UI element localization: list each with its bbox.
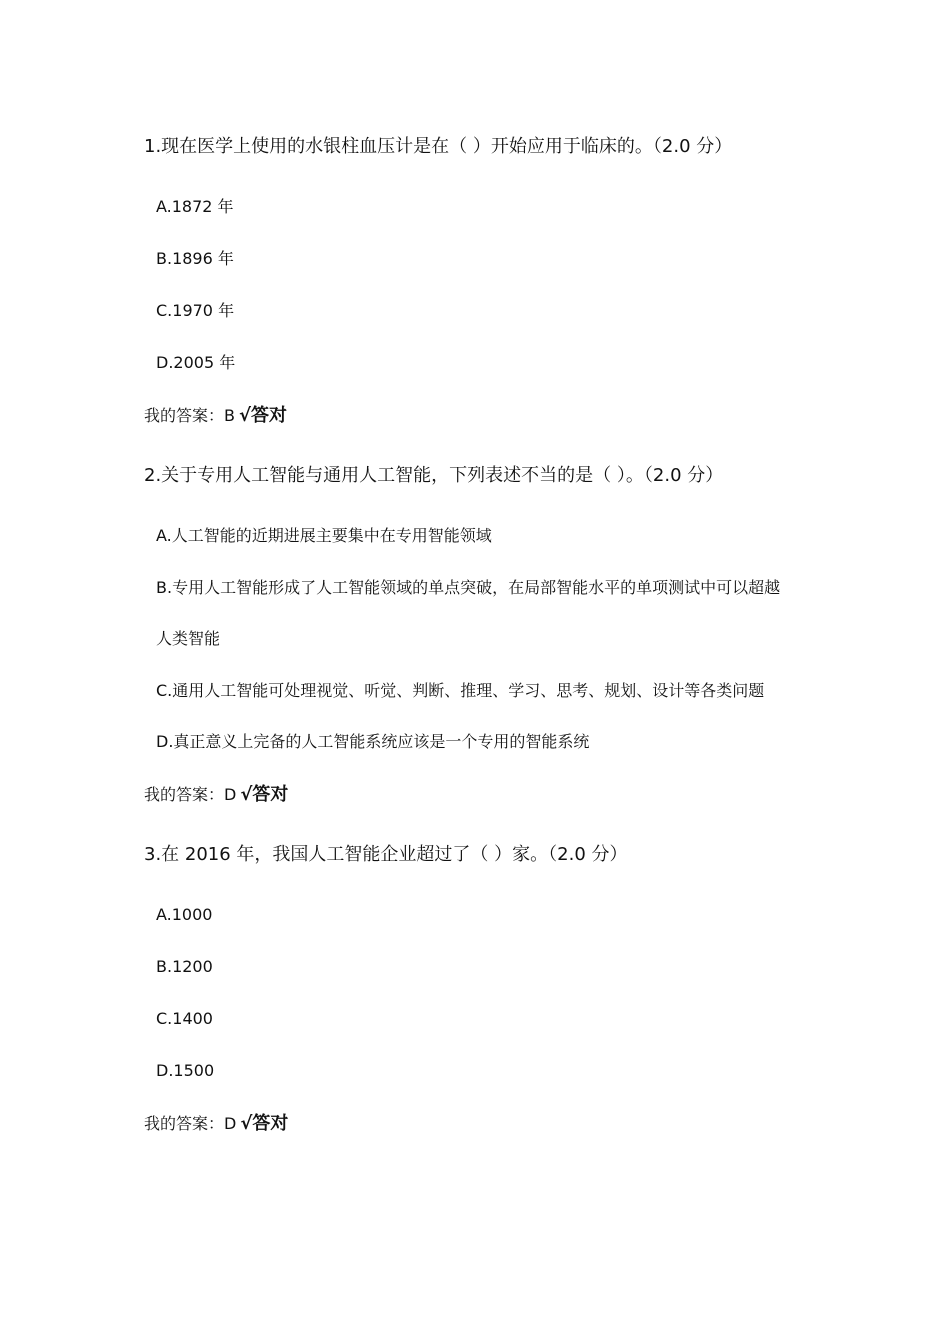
correct-mark: √答对 — [238, 405, 287, 426]
correct-mark: √答对 — [240, 784, 289, 805]
answer-label: 我的答案：D — [144, 785, 237, 804]
question-3-answer — [144, 1115, 288, 1133]
question-3-option-d: D.1500 — [156, 1061, 215, 1080]
question-2-answer — [144, 786, 288, 804]
question-1-answer — [144, 407, 287, 425]
correct-mark: √答对 — [240, 1113, 289, 1134]
question-1-title: 1.现在医学上使用的水银柱血压计是在（ ）开始应用于临床的。（2.0 分） — [144, 136, 733, 157]
question-2-option-b: B.专用人工智能形成了人工智能领域的单点突破，在局部智能水平的单项测试中可以超越 — [156, 578, 781, 597]
question-1-option-a: A.1872 年 — [156, 197, 234, 216]
question-1-option-c: C.1970 年 — [156, 301, 235, 320]
answer-label: 我的答案：D — [144, 1114, 237, 1133]
question-2-option-d: D.真正意义上完备的人工智能系统应该是一个专用的智能系统 — [156, 732, 590, 751]
question-2-option-b-continued: 人类智能 — [156, 629, 221, 648]
question-2-title: 2.关于专用人工智能与通用人工智能，下列表述不当的是（ ）。（2.0 分） — [144, 465, 724, 486]
question-3-option-c: C.1400 — [156, 1009, 213, 1028]
question-3-title: 3.在 2016 年，我国人工智能企业超过了（ ）家。（2.0 分） — [144, 844, 628, 865]
question-3-option-b: B.1200 — [156, 957, 213, 976]
question-2-option-c: C.通用人工智能可处理视觉、听觉、判断、推理、学习、思考、规划、设计等各类问题 — [156, 681, 765, 700]
answer-label: 我的答案：B — [144, 406, 235, 425]
question-2-option-a: A.人工智能的近期进展主要集中在专用智能领域 — [156, 526, 492, 545]
question-1-option-b: B.1896 年 — [156, 249, 234, 268]
question-3-option-a: A.1000 — [156, 905, 213, 924]
question-1-option-d: D.2005 年 — [156, 353, 236, 372]
